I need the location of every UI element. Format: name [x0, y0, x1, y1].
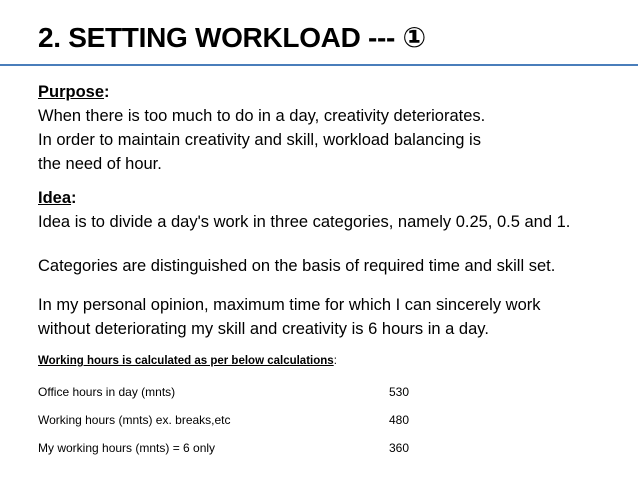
calc-row-label: My working hours (mnts) = 6 only: [38, 441, 216, 455]
calc-row-label: Office hours in day (mnts): [38, 385, 176, 399]
idea-line: Idea is to divide a day's work in three categories, namely 0.25, 0.5 and 1.: [38, 213, 571, 231]
purpose-line-1: When there is too much to do in a day, creativity deteriorates.: [38, 107, 486, 125]
calc-row-value: 360: [389, 441, 410, 455]
slide-title: 2. SETTING WORKLOAD --- ①: [38, 22, 426, 53]
calc-row-value: 530: [389, 385, 410, 399]
opinion-line-1: In my personal opinion, maximum time for which I can sincerely work: [38, 296, 541, 314]
purpose-heading: Purpose:: [38, 83, 110, 101]
calc-row: [38, 385, 438, 403]
purpose-line-3: the need of hour.: [38, 155, 162, 173]
calculations-heading: Working hours is calculated as per below calculations:: [38, 355, 337, 367]
calc-row: [38, 413, 438, 431]
categories-line: Categories are distinguished on the basis of required time and skill set.: [38, 257, 556, 275]
purpose-line-2: In order to maintain creativity and skill, workload balancing is: [38, 131, 481, 149]
calc-row: [38, 441, 438, 459]
opinion-section: [38, 293, 541, 341]
title-divider: [0, 64, 638, 66]
idea-section: [38, 186, 570, 234]
purpose-section: [38, 80, 485, 176]
idea-heading: Idea:: [38, 189, 77, 207]
calc-row-label: Working hours (mnts) ex. breaks,etc: [38, 413, 231, 427]
calc-row-value: 480: [389, 413, 410, 427]
opinion-line-2: without deteriorating my skill and creativity is 6 hours in a day.: [38, 320, 489, 338]
